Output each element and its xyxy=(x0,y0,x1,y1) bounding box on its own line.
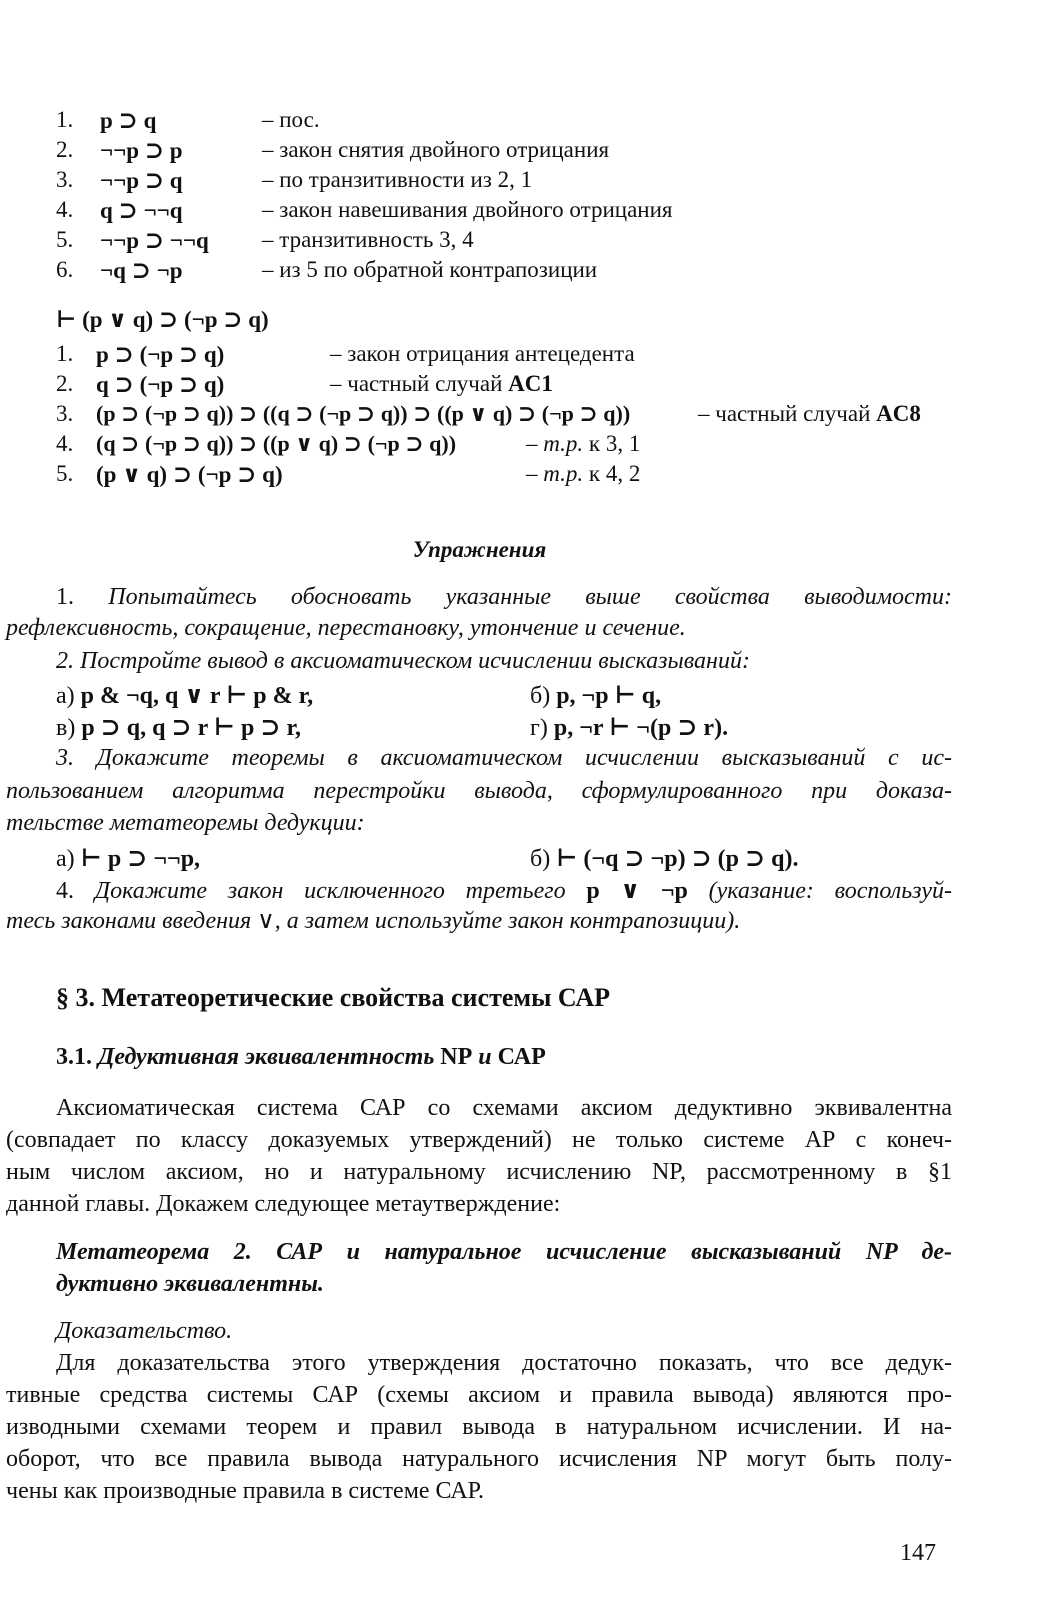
paragraph-line: (совпадает по классу доказуемых утверждений) не только системе АР с конеч- xyxy=(6,1127,952,1153)
paragraph-line: данной главы. Докажем следующее метаутверждение: xyxy=(6,1191,561,1217)
proof-label: Доказательство. xyxy=(56,1318,233,1344)
axiom-ref: AC8 xyxy=(876,401,921,426)
paragraph-line: изводными схемами теорем и правил вывода в натуральном исчислении. И на- xyxy=(6,1414,952,1440)
exercise-2c: в) p ⊃ q, q ⊃ r ⊢ p ⊃ r, xyxy=(56,715,301,741)
proof-comment: – т.р. к 3, 1 xyxy=(526,431,641,456)
exercise-3b: б) ⊢ (¬q ⊃ ¬p) ⊃ (p ⊃ q). xyxy=(530,846,799,872)
theorem-statement: ⊢ (p ∨ q) ⊃ (¬p ⊃ q) xyxy=(56,307,269,332)
proof-formula: ¬¬p ⊃ q xyxy=(100,168,183,193)
proof-line-number: 5. xyxy=(56,461,74,486)
section-title: § 3. Метатеоретические свойства системы САР xyxy=(56,983,611,1012)
page-number: 147 xyxy=(900,1540,936,1566)
proof-formula: (p ⊃ (¬p ⊃ q)) ⊃ ((q ⊃ (¬p ⊃ q)) ⊃ ((p ∨ q) ⊃ (¬p ⊃ q)) xyxy=(96,401,631,426)
proof-comment: – закон навешивания двойного отрицания xyxy=(262,197,673,222)
exercise-4: 4. Докажите закон исключенного третьего p ∨ ¬p (указание: воспользуй- xyxy=(56,878,953,904)
proof-comment: – по транзитивности из 2, 1 xyxy=(262,167,533,192)
proof-formula: (p ∨ q) ⊃ (¬p ⊃ q) xyxy=(96,462,283,487)
proof-formula: ¬q ⊃ ¬p xyxy=(100,258,183,283)
proof-line-number: 4. xyxy=(56,197,74,222)
proof-comment: – частный случай AC8 xyxy=(698,401,921,426)
exercise-2d: г) p, ¬r ⊢ ¬(p ⊃ r). xyxy=(530,715,729,741)
exercise-1-cont: рефлексивность, сокращение, перестановку, утончение и сечение. xyxy=(6,615,686,641)
proof-comment: – из 5 по обратной контрапозиции xyxy=(262,257,598,282)
exercise-2a: а) p & ¬q, q ∨ r ⊢ p & r, xyxy=(56,683,314,709)
proof-comment: – закон снятия двойного отрицания xyxy=(262,137,610,162)
subsection-title: 3.1. Дедуктивная эквивалентность NP и САР xyxy=(56,1044,546,1070)
proof-line-number: 1. xyxy=(56,341,74,366)
exercise-4-cont: тесь законами введения ∨, а затем используйте закон контрапозиции). xyxy=(6,908,741,934)
proof-line-number: 2. xyxy=(56,137,74,162)
exercise-3a: а) ⊢ p ⊃ ¬¬p, xyxy=(56,846,201,872)
proof-formula: ¬¬p ⊃ p xyxy=(100,138,183,163)
paragraph-line: ным числом аксиом, но и натуральному исчислению NP, рассмотренному в §1 xyxy=(6,1159,952,1185)
proof-line-number: 5. xyxy=(56,227,74,252)
exercise-1: 1. Попытайтесь обосновать указанные выше свойства выводимости: xyxy=(56,584,952,610)
paragraph-line: тивные средства системы САР (схемы аксиом и правила вывода) являются про- xyxy=(6,1382,952,1408)
proof-line-number: 1. xyxy=(56,107,74,132)
paragraph-line: Аксиоматическая система САР со схемами аксиом дедуктивно эквивалентна xyxy=(56,1095,952,1121)
metatheorem-cont: дуктивно эквивалентны. xyxy=(56,1271,324,1297)
proof-comment: – закон отрицания антецедента xyxy=(330,341,635,366)
exercise-2b: б) p, ¬p ⊢ q, xyxy=(530,683,662,709)
proof-comment: – частный случай AC1 xyxy=(330,371,553,396)
paragraph-line: Для доказательства этого утверждения достаточно показать, что все дедук- xyxy=(56,1350,952,1376)
proof-line-number: 3. xyxy=(56,167,74,192)
proof-line-number: 2. xyxy=(56,371,74,396)
proof-line-number: 3. xyxy=(56,401,74,426)
proof-comment: – пос. xyxy=(262,107,320,132)
proof-formula: p ⊃ q xyxy=(100,108,157,133)
proof-formula: ¬¬p ⊃ ¬¬q xyxy=(100,228,209,253)
exercise-2: 2. Постройте вывод в аксиоматическом исчислении высказываний: xyxy=(56,648,750,674)
proof-formula: (q ⊃ (¬p ⊃ q)) ⊃ ((p ∨ q) ⊃ (¬p ⊃ q)) xyxy=(96,431,457,456)
exercise-3: 3. Докажите теоремы в аксиоматическом исчислении высказываний с ис- xyxy=(56,745,952,771)
paragraph-line: оборот, что все правила вывода натурального исчисления NP могут быть полу- xyxy=(6,1446,952,1472)
proof-line-number: 4. xyxy=(56,431,74,456)
metatheorem: Метатеорема 2. САР и натуральное исчисление высказываний NP де- xyxy=(56,1239,953,1265)
proof-formula: q ⊃ (¬p ⊃ q) xyxy=(96,372,225,397)
proof-formula: q ⊃ ¬¬q xyxy=(100,198,183,223)
paragraph-line: чены как производные правила в системе САР. xyxy=(6,1478,485,1504)
proof-comment: – т.р. к 4, 2 xyxy=(526,461,641,486)
proof-comment: – транзитивность 3, 4 xyxy=(262,227,474,252)
proof-formula: p ⊃ (¬p ⊃ q) xyxy=(96,342,225,367)
axiom-ref: AC1 xyxy=(508,371,553,396)
proof-line-number: 6. xyxy=(56,257,74,282)
exercise-3-cont: тельстве метатеоремы дедукции: xyxy=(6,810,365,836)
exercise-3-cont: пользованием алгоритма перестройки вывода, сформулированного при доказа- xyxy=(6,778,952,804)
exercises-title: Упражнения xyxy=(412,537,547,562)
